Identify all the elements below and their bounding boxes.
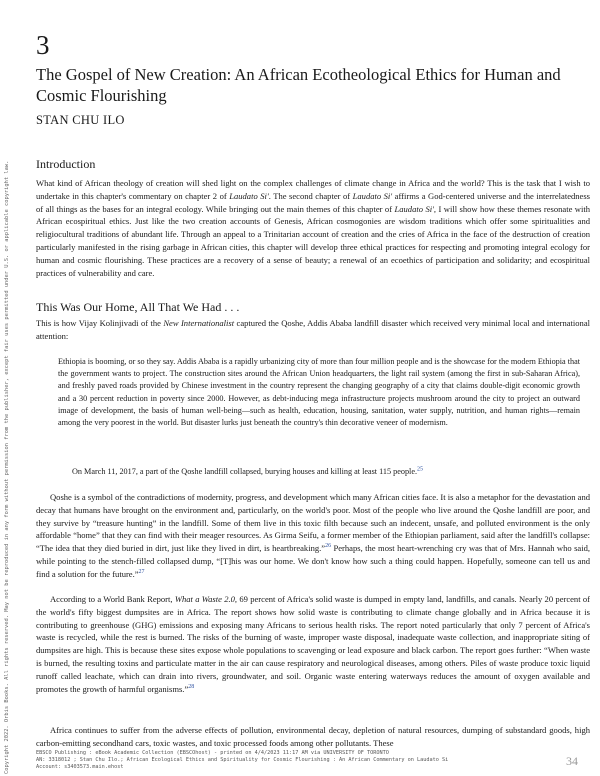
page-number: 34 <box>566 754 578 768</box>
body-paragraph-world-bank: According to a World Bank Report, What a Waste 2.0, 69 percent of Africa's solid waste is dumped in empty land, landfills, and canals. Nearly 20 percent of the world's fifty biggest dumpsites are in Africa. The report shows how solid waste is contributing to climate change globally and in Africa because it is contributing to greenhouse (GHG) emissions and exposing many Africans to serious health risks. The report noted particularly that only 7 percent of Africa's waste is recycled, while the rest is burned. The risks of the burning of waste, improper waste disposal, inadequate waste collection, and inappropriate siting of dumpsites are high. This is because these sites expose whole populations to scavenging or lead exposure and black carbon. The report goes further: “When waste is burned, the resulting toxins and particulate matter in the air can cause respiratory and neurological diseases, among others. Piles of waste produce toxic liquid runoff called leachate, which can drain into rivers, groundwater, and soil. Organic waste entering waterways reduces the amount of oxygen available and promotes the growth of harmful organisms.”$^{28}$ <box>36 594 591 694</box>
footer-line-3: Account: s3403573.main.ehost <box>36 764 124 770</box>
footer-line-2: AN: 3318012 ; Stan Chu Ilo.; African Ecological Ethics and Spirituality for Cosmic Flourishing : An African Commentary on Laudato Si <box>36 757 449 763</box>
section-intro-paragraph: This is how Vijay Kolinjivadi of the New Internationalist captured the Qoshe, Addis Ababa landfill disaster which received very minimal local and international attention: <box>36 318 591 341</box>
intro-heading: Introduction <box>36 157 96 171</box>
block-quote: Ethiopia is booming, or so they say. Addis Ababa is a rapidly urbanizing city of more than four million people and is the showcase for the modern Ethiopia that the government wants to project. The construction sites around the African Union headquarters, the light rail system (among the first in sub-Saharan Africa), and freshly paved roads provided by Chinese investment in the country represent the changing geography of a city that claims double-digit economic growth and a 30 percent reduction in poverty since 2000. However, as debt-inducing mega infrastructure projects mushroom around the city to project an outward image of development, the basis of human well-being—such as health, education, housing, sanitation, water supply, nutrition, and human rights—remain among the very poorest in the world. But disaster lurks just beneath the country's thin decorative veneer of modernism. <box>58 357 580 428</box>
copyright-side-note: Copyright 2022. Orbis Books. All rights reserved. May not be reproduced in any form without permission from the publisher, except fair uses permitted under U.S. or applicable copyright law. <box>4 160 10 774</box>
chapter-author: STAN CHU ILO <box>36 113 125 127</box>
section-heading: This Was Our Home, All That We Had . . . <box>36 300 240 314</box>
footer-line-1: EBSCO Publishing : eBook Academic Collection (EBSCOhost) - printed on 4/4/2023 11:17 AM via UNIVERSITY OF TORONTO <box>36 750 389 756</box>
footnote-ref-26[interactable]: 26 <box>325 543 332 550</box>
footnote-ref-27[interactable]: 27 <box>138 568 145 575</box>
footnote-ref-25[interactable]: 25 <box>417 466 424 473</box>
footnote-ref-28[interactable]: 28 <box>188 683 195 690</box>
chapter-title: The Gospel of New Creation: An African Ecotheological Ethics for Human and Cosmic Flourishing <box>36 65 561 105</box>
chapter-number: 3 <box>36 30 50 60</box>
intro-paragraph: What kind of African theology of creation will shed light on the complex challenges of climate change in Africa and the world? This is the task that I wish to undertake in this chapter's commentary on chapter 2 of Laudato Si'. The second chapter of Laudato Si' affirms a God-centered universe and the interrelatedness of all things as the bases for an integral ecology. While bringing out the main themes of this chapter of Laudato Si', I will show how these themes resonate with African ecospiritual ethics. Just like the two creation accounts of Genesis, African cosmogonies are wisdom traditions which offer some spiritualities and religiocultural traditions of abundant life. Through an appeal to a Trinitarian account of creation and the cries of Africa in the face of the destruction of creation particularly manifested in the rising garbage in African cities, this chapter will develop three ethical practices for respecting and promoting integral ecology for human and cosmic flourishing. These practices are a recovery of a sense of beauty; a renewal of an ecoethics of participation and solidarity; and ecospiritual practices of vulnerability and care. <box>36 178 591 278</box>
body-paragraph-africa: Africa continues to suffer from the adverse effects of pollution, environmental decay, depletion of natural resources, dumping of substandard goods, high carbon-emitting secondhand cars, toxic wastes, and toxic processed foods among other pollutants. These <box>36 725 590 748</box>
block-quote-end: On March 11, 2017, a part of the Qoshe landfill collapsed, burying houses and killing at least 115 people.$^{25}$ <box>72 466 424 476</box>
body-paragraph-qoshe: Qoshe is a symbol of the contradictions of modernity, progress, and development which many African cities face. It is also a metaphor for the devastation and decay that humans have brought on the environment and, particularly, on the world's poor. Most of the people who live around the Qoshe landfill are poor, and they survive by “treasure hunting” in the landfill. Some of them live in this toxic filth because such an indecent, unsafe, and polluted environment is the only affordable “home” that they can find with their meager resources. As Girma Seifu, a former member of the Ethiopian parliament, said after the landfill's collapse: “The idea that they died buried in dirt, just like they lived in dirt, is heartbreaking.”$^{26}$ Perhaps, the most heart-wrenching cry was that of Mrs. Hannah who said, while pointing to the stench-filled collapsed dump, “[T]his was our home. We don't know how such a thing could happen. Hopefully, someone can tell us and find a solution for the future.”$^{27}$ <box>36 492 590 579</box>
ebsco-footer <box>36 750 556 771</box>
